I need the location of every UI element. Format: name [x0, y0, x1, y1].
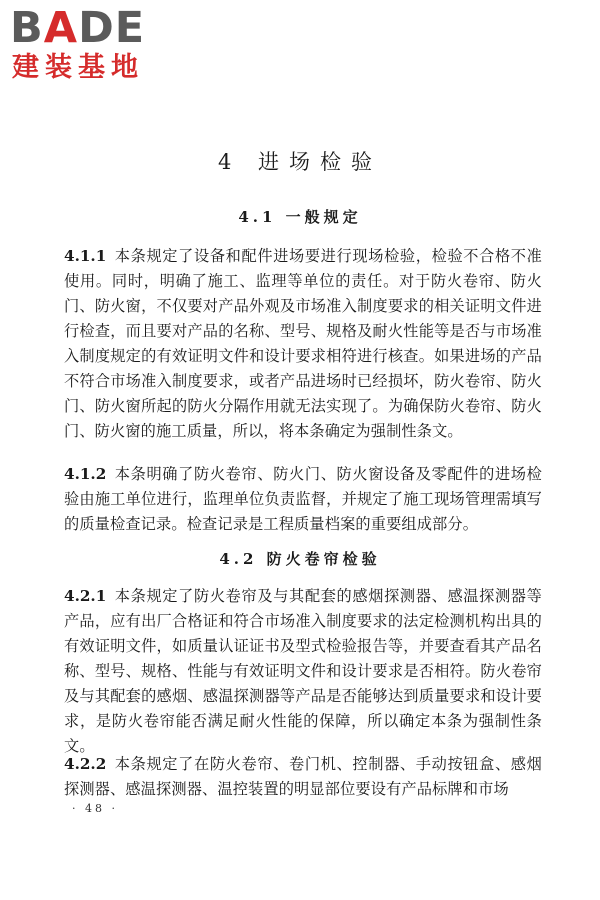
clause-number: 4.1.2 [64, 465, 107, 483]
clause-4-1-1 [64, 244, 542, 444]
chapter-title: 4 进场检验 [217, 150, 383, 174]
logo-wordmark [10, 4, 145, 52]
clause-text: 本条规定了在防火卷帘、卷门机、控制器、手动按钮盒、感烟探测器、感温探测器、温控装置的明显部位要设有产品标牌和市场 [64, 755, 542, 798]
clause-number: 4.2.1 [64, 587, 107, 605]
clause-text: 本条明确了防火卷帘、防火门、防火窗设备及零配件的进场检验由施工单位进行，监理单位负责监督，并规定了施工现场管理需填写的质量检查记录。检查记录是工程质量档案的重要组成部分。 [64, 465, 542, 533]
logo-letter-b: B [10, 3, 44, 53]
clause-number: 4.2.2 [64, 755, 107, 773]
logo [10, 4, 185, 90]
page-number: · 48 · [72, 802, 118, 815]
section-title-4-2: 4.2 防火卷帘检验 [219, 550, 381, 568]
clause-text: 本条规定了设备和配件进场要进行现场检验，检验不合格不准使用。同时，明确了施工、监理等单位的责任。对于防火卷帘、防火门、防火窗，不仅要对产品外观及市场准入制度要求的相关证明文件进行检查，而且要对产品的名称、型号、规格及耐火性能等是否与市场准入制度规定的有效证明文件和设计要求相符进行核查。如果进场的产品不符合市场准入制度要求，或者产品进场时已经损坏，防火卷帘、防火门、防火窗所起的防火分隔作用就无法实现了。为确保防火卷帘、防火门、防火窗的施工质量，所以，将本条确定为强制性条文。 [64, 247, 542, 440]
logo-letters-de: DE [78, 3, 146, 53]
section-title-4-1: 4.1 一般规定 [238, 208, 362, 226]
logo-letter-a: A [43, 3, 79, 53]
clause-text: 本条规定了防火卷帘及与其配套的感烟探测器、感温探测器等产品，应有出厂合格证和符合市场准入制度要求的法定检测机构出具的有效证明文件，如质量认证证书及型式检验报告等，并要查看其产品名称、型号、规格、性能与有效证明文件和设计要求是否相符。防火卷帘及与其配套的感烟、感温探测器等产品是否能够达到质量要求和设计要求，是防火卷帘能否满足耐火性能的保障，所以确定本条为强制性条文。 [64, 587, 542, 755]
clause-4-2-2 [64, 752, 542, 802]
clause-4-2-1 [64, 584, 542, 759]
logo-subtitle: 建装基地 [12, 52, 144, 83]
clause-4-1-2 [64, 462, 542, 537]
clause-number: 4.1.1 [64, 247, 107, 265]
